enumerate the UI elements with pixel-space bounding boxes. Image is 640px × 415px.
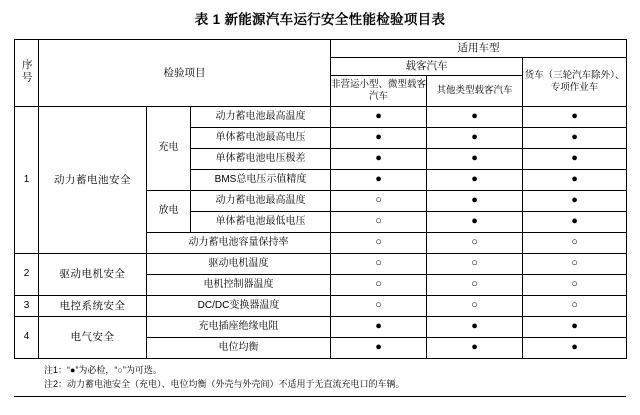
row-seq: 1 bbox=[15, 107, 39, 254]
row-mark-col1: ○ bbox=[331, 191, 427, 212]
row-mark-col2: ● bbox=[427, 128, 523, 149]
header-seq: 序号 bbox=[15, 40, 39, 107]
row-mark-col3: ● bbox=[523, 338, 627, 359]
row-group-name: 电气安全 bbox=[39, 317, 147, 359]
row-subgroup-label: 放电 bbox=[147, 191, 191, 233]
row-item-name: 充电插座绝缘电阻 bbox=[147, 317, 331, 338]
row-mark-col1: ○ bbox=[331, 254, 427, 275]
row-mark-col2: ● bbox=[427, 170, 523, 191]
row-mark-col2: ○ bbox=[427, 275, 523, 296]
row-mark-col2: ○ bbox=[427, 254, 523, 275]
table-row bbox=[15, 107, 627, 128]
row-item-name: 单体蓄电池最高电压 bbox=[191, 128, 331, 149]
row-seq: 4 bbox=[15, 317, 39, 359]
row-item-name: BMS总电压示值精度 bbox=[191, 170, 331, 191]
header-sub-col-3: 货车（三轮汽车除外）、专项作业车 bbox=[523, 58, 627, 107]
note-2: 注2：动力蓄电池安全（充电）、电位均衡（外壳与外壳间）不适用于无直流充电口的车辆。 bbox=[44, 379, 405, 390]
row-mark-col1: ● bbox=[331, 128, 427, 149]
row-mark-col3: ● bbox=[523, 128, 627, 149]
row-mark-col3: ○ bbox=[523, 275, 627, 296]
row-item-name: 单体蓄电池电压极差 bbox=[191, 149, 331, 170]
row-mark-col2: ○ bbox=[427, 296, 523, 317]
header-applicable-vehicle: 适用车型 bbox=[331, 40, 627, 58]
note-1: 注1：“●”为必检，“○”为可选。 bbox=[44, 365, 162, 376]
row-group-name: 电控系统安全 bbox=[39, 296, 147, 317]
row-mark-col2: ● bbox=[427, 191, 523, 212]
table-notes bbox=[14, 364, 626, 392]
table-row bbox=[15, 254, 627, 275]
row-subgroup-label: 充电 bbox=[147, 107, 191, 191]
table-row bbox=[15, 317, 627, 338]
row-mark-col2: ● bbox=[427, 338, 523, 359]
row-mark-col3: ○ bbox=[523, 254, 627, 275]
row-mark-col3: ● bbox=[523, 107, 627, 128]
row-item-name: 驱动电机温度 bbox=[147, 254, 331, 275]
page-title: 表 1 新能源汽车运行安全性能检验项目表 bbox=[194, 12, 446, 27]
header-passenger-group: 载客汽车 bbox=[331, 58, 523, 76]
row-mark-col3: ○ bbox=[523, 296, 627, 317]
header-inspection-item: 检验项目 bbox=[39, 40, 331, 107]
row-mark-col2: ○ bbox=[427, 233, 523, 254]
row-mark-col1: ○ bbox=[331, 296, 427, 317]
header-sub-col-2: 其他类型载客汽车 bbox=[427, 76, 523, 107]
row-mark-col3: ● bbox=[523, 170, 627, 191]
row-item-name: 动力蓄电池最高温度 bbox=[191, 107, 331, 128]
row-item-name: DC/DC变换器温度 bbox=[147, 296, 331, 317]
row-mark-col2: ● bbox=[427, 212, 523, 233]
bottom-divider bbox=[14, 396, 626, 397]
row-item-name: 电位均衡 bbox=[147, 338, 331, 359]
row-mark-col3: ● bbox=[523, 212, 627, 233]
row-mark-col3: ● bbox=[523, 191, 627, 212]
row-mark-col1: ● bbox=[331, 317, 427, 338]
row-item-name: 动力蓄电池容量保持率 bbox=[147, 233, 331, 254]
row-item-name: 动力蓄电池最高温度 bbox=[191, 191, 331, 212]
row-mark-col2: ● bbox=[427, 317, 523, 338]
inspection-items-table bbox=[14, 39, 627, 359]
row-mark-col3: ○ bbox=[523, 233, 627, 254]
row-mark-col1: ○ bbox=[331, 275, 427, 296]
row-mark-col1: ● bbox=[331, 170, 427, 191]
row-mark-col3: ● bbox=[523, 317, 627, 338]
row-mark-col2: ● bbox=[427, 107, 523, 128]
row-seq: 2 bbox=[15, 254, 39, 296]
row-mark-col3: ● bbox=[523, 149, 627, 170]
row-item-name: 单体蓄电池最低电压 bbox=[191, 212, 331, 233]
table-row bbox=[15, 296, 627, 317]
row-mark-col1: ○ bbox=[331, 212, 427, 233]
row-mark-col2: ● bbox=[427, 149, 523, 170]
row-seq: 3 bbox=[15, 296, 39, 317]
row-item-name: 电机控制器温度 bbox=[147, 275, 331, 296]
header-sub-col-1: 非营运小型、微型载客汽车 bbox=[331, 76, 427, 107]
table-header-row-1 bbox=[15, 40, 627, 58]
row-group-name: 动力蓄电池安全 bbox=[39, 107, 147, 254]
row-mark-col1: ○ bbox=[331, 233, 427, 254]
row-mark-col1: ● bbox=[331, 107, 427, 128]
row-group-name: 驱动电机安全 bbox=[39, 254, 147, 296]
row-mark-col1: ● bbox=[331, 149, 427, 170]
row-mark-col1: ● bbox=[331, 338, 427, 359]
